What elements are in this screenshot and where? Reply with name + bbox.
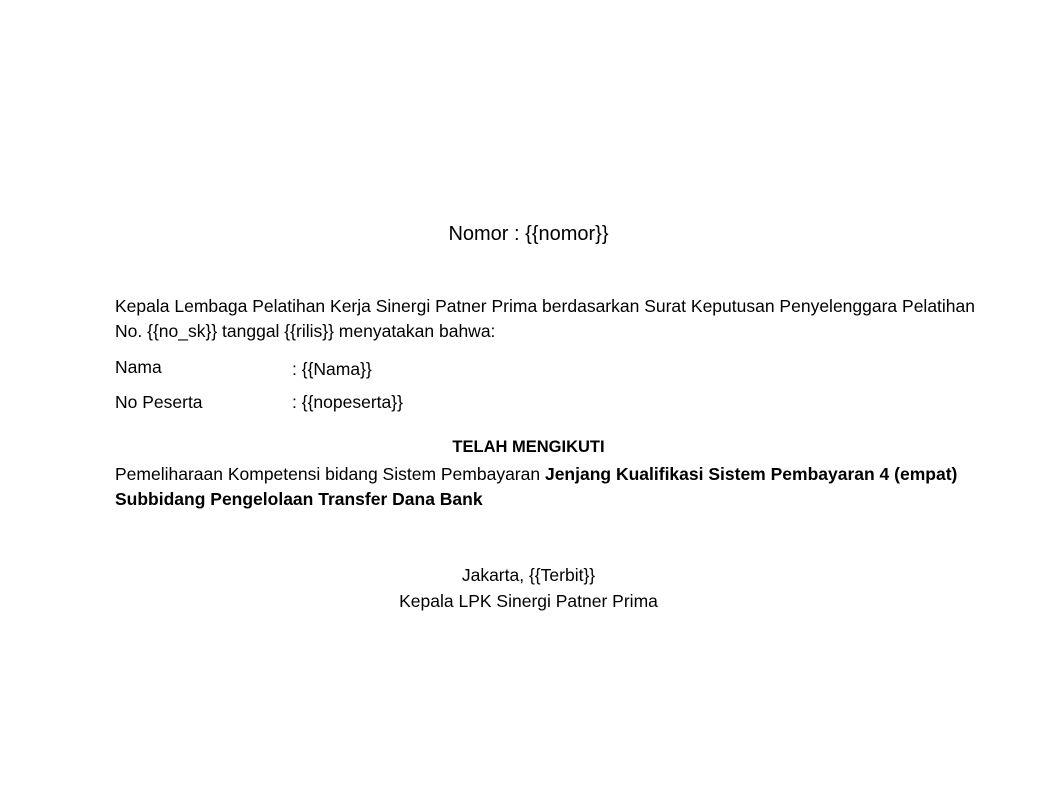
competency-paragraph xyxy=(115,462,975,512)
telah-mengikuti-heading: TELAH MENGIKUTI xyxy=(452,438,605,456)
field-label-nama: Nama xyxy=(115,357,162,377)
field-label-no-peserta: No Peserta xyxy=(115,392,203,412)
intro-paragraph: Kepala Lembaga Pelatihan Kerja Sinergi Patner Prima berdasarkan Surat Keputusan Penyelenggara Pelatihan No. {{no_sk}} tanggal {{rilis}} menyatakan bahwa: xyxy=(115,296,976,341)
field-value-nama: : {{Nama}} xyxy=(292,359,372,379)
competency-qualification: Jenjang Kualifikasi Sistem Pembayaran 4 (empat) Subbidang Pengelolaan Transfer Dana Bank xyxy=(115,464,958,509)
signature-place-date: Jakarta, {{Terbit}} xyxy=(461,565,596,585)
field-value-no-peserta: : {{nopeserta}} xyxy=(292,392,403,412)
certificate-number: Nomor : {{nomor}} xyxy=(448,223,609,245)
competency-field: Pemeliharaan Kompetensi bidang Sistem Pembayaran xyxy=(115,464,545,484)
signature-title: Kepala LPK Sinergi Patner Prima xyxy=(399,591,658,611)
